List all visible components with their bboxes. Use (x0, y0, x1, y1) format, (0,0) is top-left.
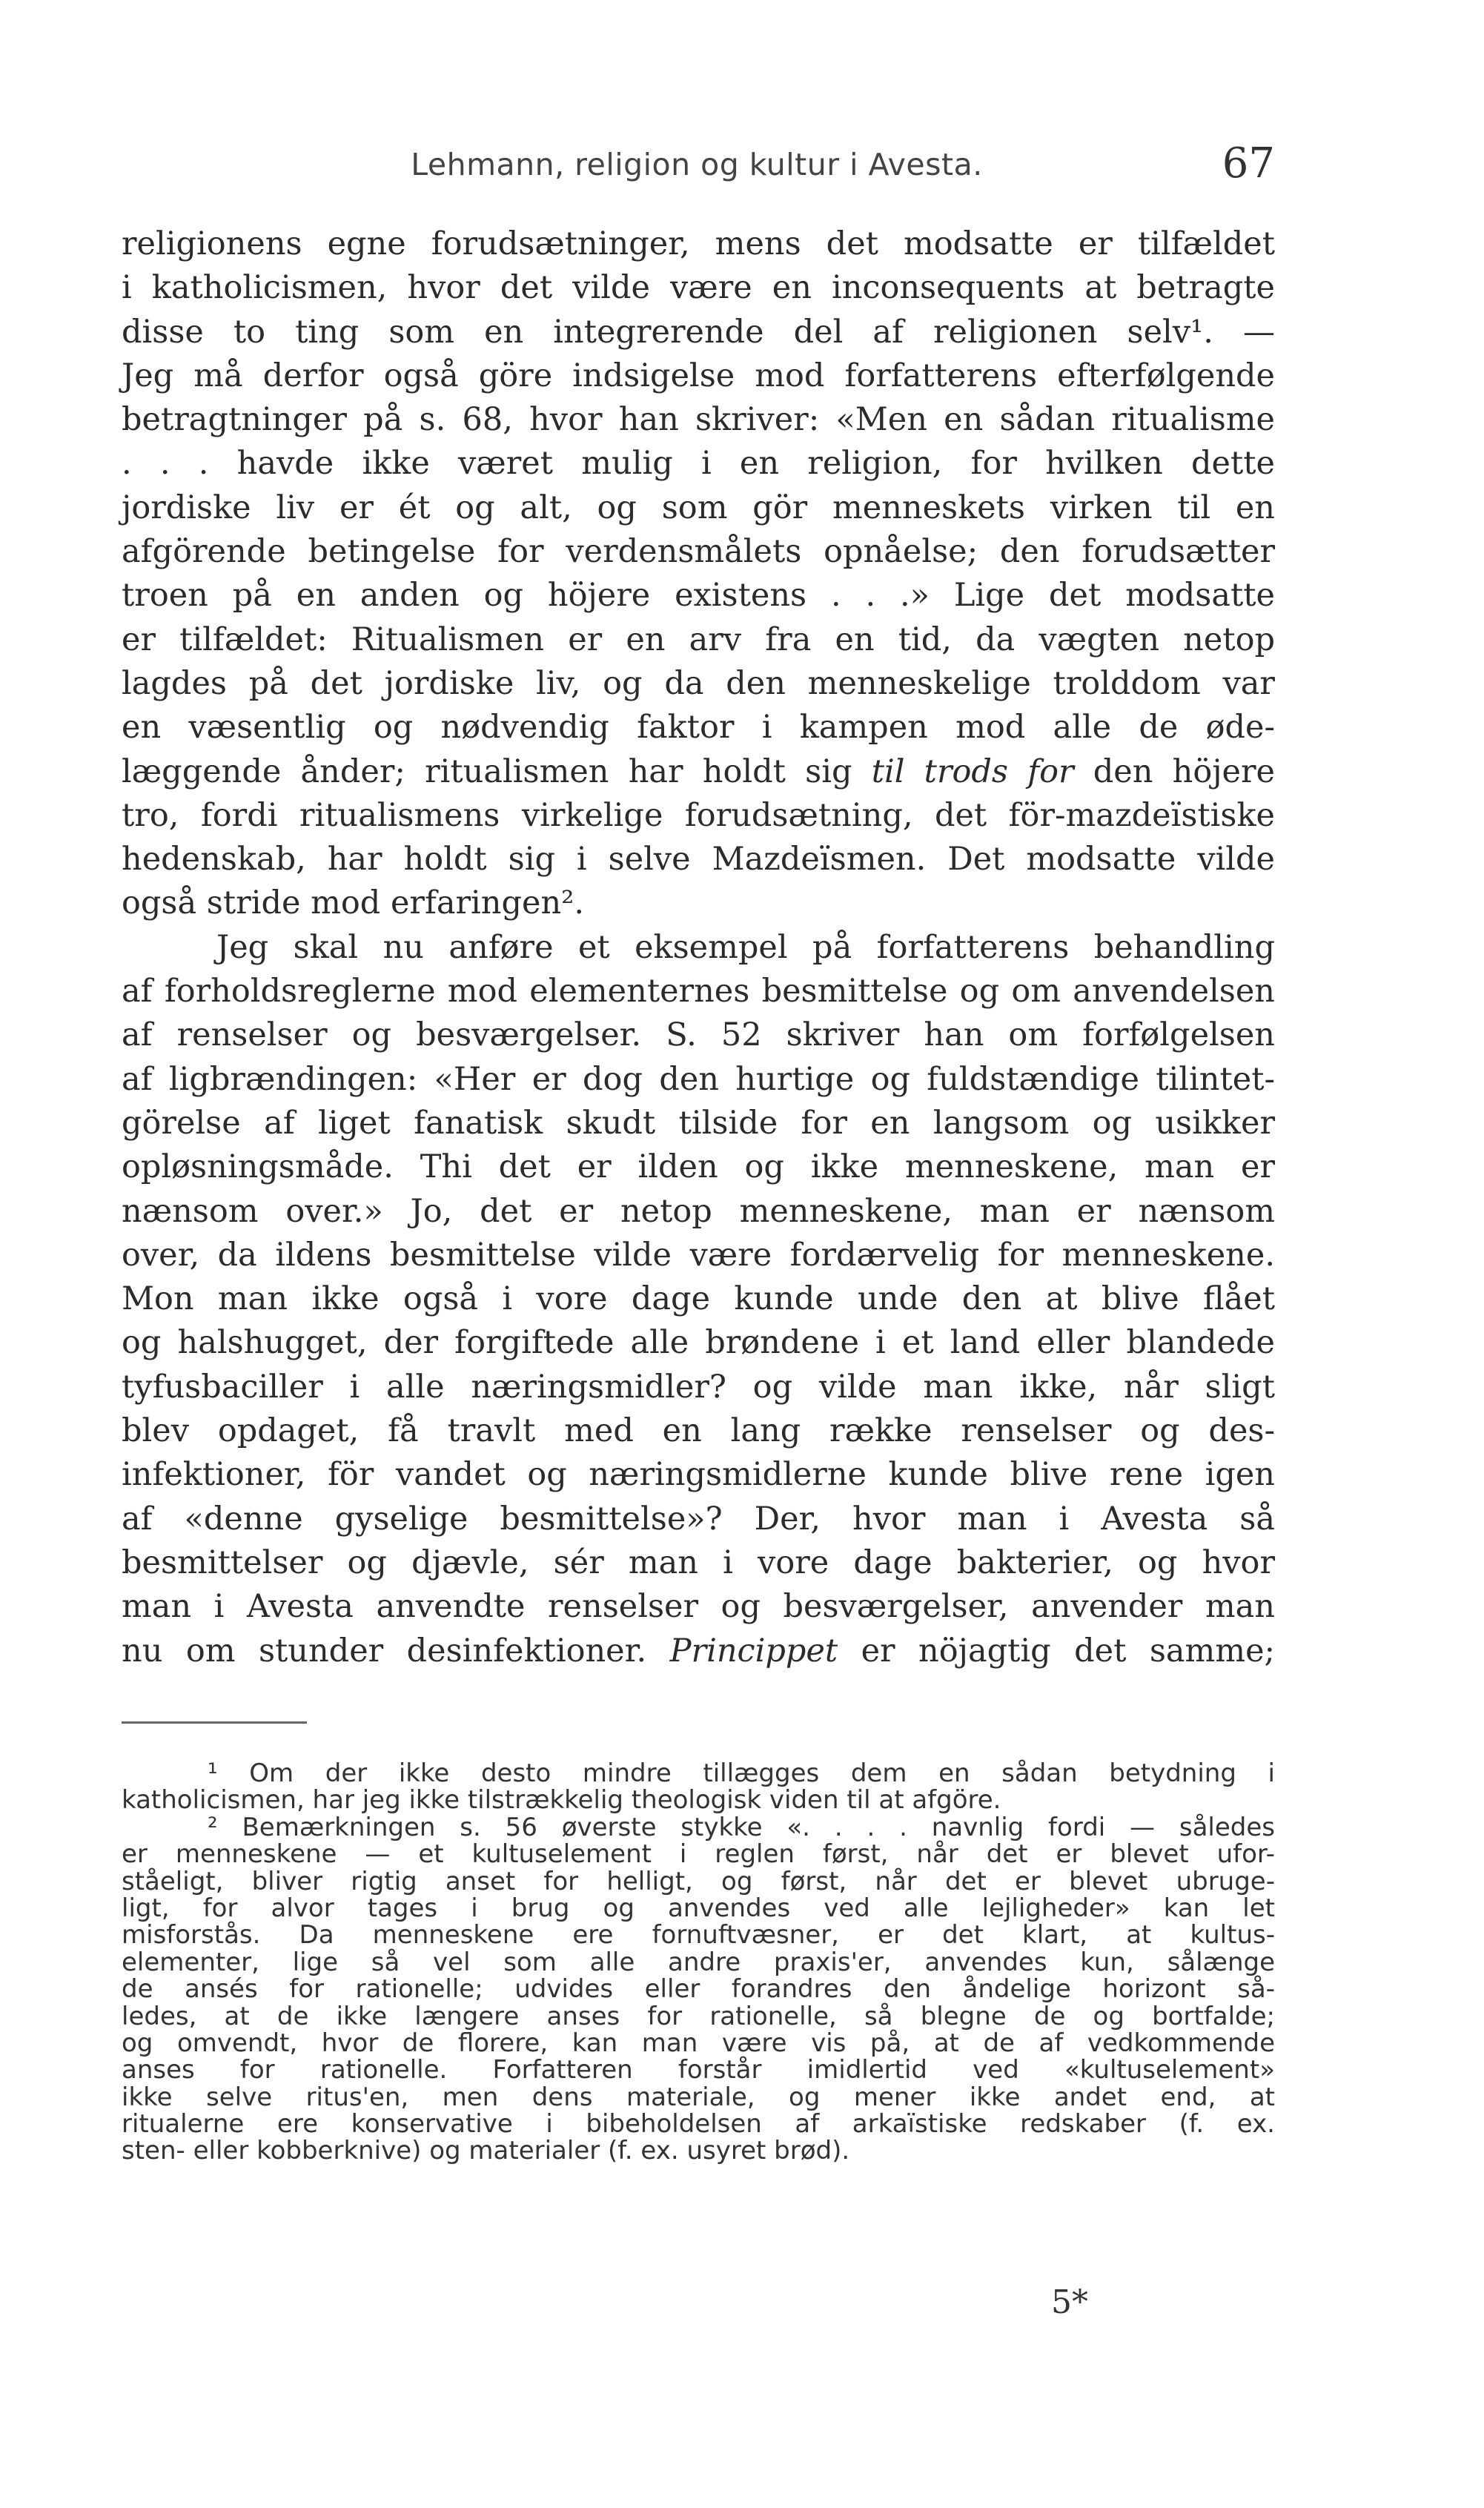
footnote-line: sten- eller kobberknive) og materialer (f. ex. usyret brød). (122, 2136, 850, 2166)
footnote-divider (122, 1721, 307, 1724)
footnote-line: ¹ Om der ikke desto mindre tillægges dem en sådan betydning i (208, 1758, 1275, 1788)
text-line: af renselser og besværgelser. S. 52 skriver han om forfølgelsen (122, 1016, 1275, 1054)
text-line: er tilfældet: Ritualismen er en arv fra en tid, da vægten netop (122, 621, 1275, 658)
footnote-line: ikke selve ritus'en, men dens materiale, og mener ikke andet end, at (122, 2082, 1275, 2112)
text-line-with-italic (122, 750, 1275, 794)
footnote-line: de ansés for rationelle; udvides eller forandres den åndelige horizont så- (122, 1974, 1275, 2005)
text-segment: den höjere (1093, 752, 1275, 790)
text-line: religionens egne forudsætninger, mens det modsatte er tilfældet (122, 225, 1275, 262)
text-line: Mon man ikke også i vore dage kunde unde den at blive flået (122, 1280, 1275, 1318)
footnote-line: ståeligt, bliver rigtig anset for helligt, og først, når det er blevet ubruge- (122, 1866, 1275, 1896)
footnote-line: er menneskene — et kultuselement i reglen først, når det er blevet ufor- (122, 1839, 1275, 1870)
main-text (122, 222, 1275, 1673)
text-line: troen på en anden og höjere existens . . .» Lige det modsatte (122, 577, 1275, 615)
text-line: hedenskab, har holdt sig i selve Mazdeïsmen. Det modsatte vilde (122, 841, 1275, 879)
italic-phrase: til trods for (871, 752, 1074, 790)
text-line: besmittelser og djævle, sér man i vore dage bakterier, og hvor (122, 1543, 1275, 1581)
text-line: infektioner, för vandet og næringsmidlerne kunde blive rene igen (122, 1456, 1275, 1494)
footnote-line: katholicismen, har jeg ikke tilstrækkelig theologisk viden til at afgöre. (122, 1785, 1001, 1816)
text-line: i katholicismen, hvor det vilde være en inconsequents at betragte (122, 269, 1275, 307)
footnote-line: anses for rationelle. Forfatteren forstår imidlertid ved «kultuselement» (122, 2055, 1275, 2085)
text-line: en væsentlig og nødvendig faktor i kampen mod alle de øde- (122, 709, 1275, 747)
page-number: 67 (1222, 139, 1275, 188)
footnote-line: elementer, lige så vel som alle andre praxis'er, anvendes kun, sålænge (122, 1947, 1275, 1977)
text-line: og halshugget, der forgiftede alle brøndene i et land eller blandede (122, 1324, 1275, 1362)
text-line: disse to ting som en integrerende del af religionen selv¹. — (122, 313, 1275, 351)
text-line: man i Avesta anvendte renselser og besværgelser, anvender man (122, 1588, 1275, 1626)
page-header (119, 139, 1275, 199)
footnote-line: og omvendt, hvor de florere, kan man være vis på, at de af vedkommende (122, 2028, 1275, 2058)
footnote-line: ledes, at de ikke længere anses for rationelle, så blegne de og bortfalde; (122, 2001, 1275, 2031)
text-segment: er nöjagtig det samme; (861, 1632, 1276, 1670)
text-line: . . . havde ikke været mulig i en religion, for hvilken dette (122, 445, 1275, 483)
text-line: betragtninger på s. 68, hvor han skriver: «Men en sådan ritualisme (122, 401, 1275, 439)
text-line: opløsningsmåde. Thi det er ilden og ikke menneskene, man er (122, 1148, 1275, 1186)
text-line: blev opdaget, få travlt med en lang række renselser og des- (122, 1412, 1275, 1450)
footnote-line: ritualerne ere konservative i bibeholdelsen af arkaïstiske redskaber (f. ex. (122, 2109, 1275, 2140)
text-line: af ligbrændingen: «Her er dog den hurtige og fuldstændige tilintet- (122, 1060, 1275, 1098)
text-line: lagdes på det jordiske liv, og da den menneskelige trolddom var (122, 664, 1275, 702)
text-line: af forholdsreglerne mod elementernes besmittelse og om anvendelsen (122, 973, 1275, 1010)
text-line: af «denne gyselige besmittelse»? Der, hvor man i Avesta så (122, 1500, 1275, 1538)
footnotes (122, 1760, 1275, 2165)
paragraph-start-line: Jeg skal nu anføre et eksempel på forfatterens behandling (216, 928, 1275, 966)
footnote-line: ligt, for alvor tages i brug og anvendes ved alle lejligheder» kan let (122, 1893, 1275, 1923)
signature-mark: 5* (1051, 2283, 1088, 2321)
text-line: nænsom over.» Jo, det er netop menneskene, man er nænsom (122, 1192, 1275, 1230)
text-line: tyfusbaciller i alle næringsmidler? og vilde man ikke, når sligt (122, 1368, 1275, 1406)
text-line: over, da ildens besmittelse vilde være fordærvelig for menneskene. (122, 1236, 1275, 1274)
italic-word: Princippet (669, 1632, 838, 1670)
text-line: jordiske liv er ét og alt, og som gör menneskets virken til en (122, 489, 1275, 526)
footnote-line: ² Bemærkningen s. 56 øverste stykke «. . . . navnlig fordi — således (208, 1812, 1275, 1842)
footnote-line: misforstås. Da menneskene ere fornuftvæsner, er det klart, at kultus- (122, 1920, 1275, 1951)
text-segment: læggende ånder; ritualismen har holdt sig (122, 752, 852, 790)
text-line: også stride mod erfaringen². (122, 884, 585, 922)
text-line: afgörende betingelse for verdensmålets opnåelse; den forudsætter (122, 533, 1275, 571)
running-title: Lehmann, religion og kultur i Avesta. (411, 147, 983, 182)
text-line: görelse af liget fanatisk skudt tilside for en langsom og usikker (122, 1104, 1275, 1142)
text-line: tro, fordi ritualismens virkelige forudsætning, det för-mazdeïstiske (122, 796, 1275, 834)
text-line: Jeg må derfor også göre indsigelse mod forfatterens efterfølgende (122, 357, 1275, 394)
text-segment: nu om stunder desinfektioner. (122, 1632, 647, 1670)
text-line-with-italic (122, 1629, 1275, 1673)
